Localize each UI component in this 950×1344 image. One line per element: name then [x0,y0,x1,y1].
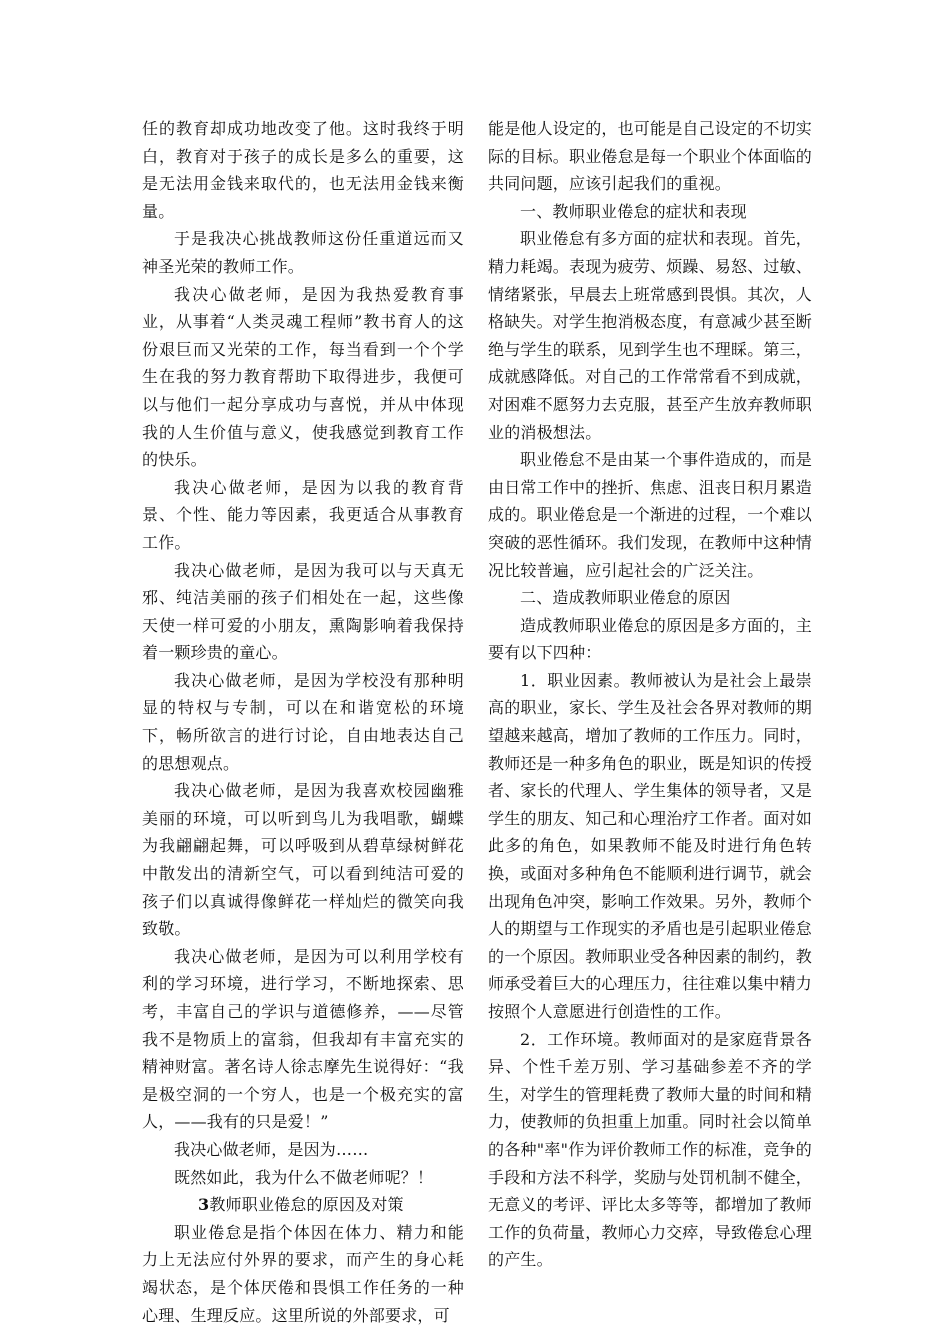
paragraph: 职业倦怠有多方面的症状和表现。首先，精力耗竭。表现为疲劳、烦躁、易怒、过敏、情绪紧张，早晨去上班常感到畏惧。其次，人格缺失。对学生抱消极态度，有意减少甚至断绝与学生的联系，见到学生也不理睬。第三，成就感降低。对自己的工作常常看不到成就，对困难不愿努力去克服，甚至产生放弃教师职业的消极想法。 [488,229,813,442]
paragraph: 我决心做老师，是因为我喜欢校园幽雅美丽的环境，可以听到鸟儿为我唱歌，蝴蝶为我翩翩起舞，可以呼吸到从碧草绿树鲜花中散发出的清新空气，可以看到纯洁可爱的孩子们以真诚得像鲜花一样灿烂的微笑向我致敬。 [142,781,464,939]
paragraph: 职业倦怠不是由某一个事件造成的，而是由日常工作中的挫折、焦虑、沮丧日积月累造成的。职业倦怠是一个渐进的过程，一个难以突破的恶性循环。我们发现，在教师中这种情况比较普遍，应引起社会的广泛关注。 [488,450,813,580]
paragraph: 于是我决心挑战教师这份任重道远而又神圣光荣的教师工作。 [142,229,464,276]
paragraph: 2．工作环境。教师面对的是家庭背景各异、个性千差万别、学习基础参差不齐的学生，对学生的管理耗费了教师大量的时间和精力，使教师的负担重上加重。同时社会以简单的各种"率"作为评价教师工作的标准，竞争的手段和方法不科学，奖励与处罚机制不健全，无意义的考评、评比太多等等，都增加了教师工作的负荷量，教师心力交瘁，导致倦怠心理的产生。 [488,1029,813,1270]
section-number: 3 [198,1195,210,1215]
paragraph: 我决心做老师，是因为学校没有那种明显的特权与专制，可以在和谐宽松的环境下，畅所欲言的进行讨论，自由地表达自己的思想观点。 [142,670,464,773]
subheading: 二、造成教师职业倦怠的原因 [520,588,731,608]
paragraph: 1．职业因素。教师被认为是社会上最崇高的职业，家长、学生及社会各界对教师的期望越来越高，增加了教师的工作压力。同时，教师还是一种多角色的职业，既是知识的传授者、家长的代理人、学生集体的领导者，又是学生的朋友、知己和心理治疗工作者。面对如此多的角色，如果教师不能及时进行角色转换，或面对多种角色不能顺利进行调节，就会出现角色冲突，影响工作效果。另外，教师个人的期望与工作现实的矛盾也是引起职业倦怠的一个原因。教师职业受各种因素的制约，教师承受着巨大的心理压力，往往难以集中精力按照个人意愿进行创造性的工作。 [488,670,813,1021]
paragraph: 既然如此，我为什么不做老师呢？！ [174,1167,434,1187]
section-title [142,1191,464,1219]
paragraph: 我决心做老师，是因为可以利用学校有利的学习环境，进行学习，不断地探索、思考，丰富自己的学识与道德修养，——尽管我不是物质上的富翁，但我却有丰富充实的精神财富。著名诗人徐志摩先生说得好：“我是极空洞的一个穷人，也是一个极充实的富人，——我有的只是爱！” [142,946,464,1132]
paragraph: 造成教师职业倦怠的原因是多方面的，主要有以下四种： [488,615,812,663]
paragraph: 我决心做老师，是因为以我的教育背景、个性、能力等因素，我更适合从事教育工作。 [142,477,464,552]
right-column [488,115,812,1274]
paragraph: 职业倦怠是指个体因在体力、精力和能力上无法应付外界的要求，而产生的身心耗竭状态，是个体厌倦和畏惧工作任务的一种心理、生理反应。这里所说的外部要求，可 [142,1222,464,1325]
subheading: 一、教师职业倦怠的症状和表现 [520,201,747,221]
paragraph: 我决心做老师，是因为我热爱教育事业，从事着“人类灵魂工程师”教书育人的这份艰巨而又光荣的工作，每当看到一个个学生在我的努力教育帮助下取得进步，我便可以与他们一起分享成功与喜悦，并从中体现我的人生价值与意义，使我感觉到教育工作的快乐。 [142,284,464,470]
paragraph: 我决心做老师，是因为我可以与天真无邪、纯洁美丽的孩子们相处在一起，这些像天使一样可爱的小朋友，熏陶影响着我保持着一颗珍贵的童心。 [142,560,464,663]
paragraph: 能是他人设定的，也可能是自己设定的不切实际的目标。职业倦怠是每一个职业个体面临的共同问题，应该引起我们的重视。 [488,119,813,194]
left-column [142,115,464,1329]
paragraph: 任的教育却成功地改变了他。这时我终于明白，教育对于孩子的成长是多么的重要，这是无法用金钱来取代的，也无法用金钱来衡量。 [142,119,464,221]
paragraph: 我决心做老师，是因为…… [174,1139,369,1159]
section-title-text: 教师职业倦怠的原因及对策 [209,1195,404,1215]
